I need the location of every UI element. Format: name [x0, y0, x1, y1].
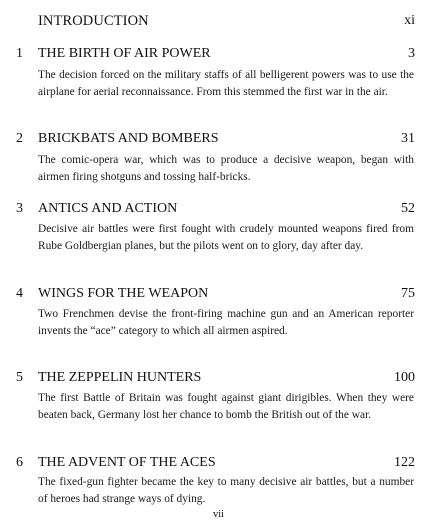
chapter-description: Decisive air battles were first fought with crudely mounted weapons fired from Rube Goldbergian planes, but the pilots went on to glory, day after day. — [38, 223, 414, 252]
footer-page-number: vii — [212, 509, 225, 520]
chapter-page-number: 122 — [394, 455, 415, 470]
chapter-number: 6 — [16, 455, 23, 470]
introduction-page-number: xi — [404, 13, 415, 28]
chapter-number: 2 — [16, 131, 23, 146]
chapter-page-number: 31 — [401, 131, 415, 146]
chapter-description: The comic-opera war, which was to produce a decisive weapon, began with airmen firing shotguns and tossing half-bricks. — [38, 154, 414, 183]
chapter-title: THE ADVENT OF THE ACES — [38, 455, 216, 470]
chapter-description: The first Battle of Britain was fought against giant dirigibles. When they were beaten back, Germany lost her chance to bomb the British out of the war. — [38, 392, 414, 421]
chapter-page-number: 3 — [408, 46, 415, 61]
chapter-number: 3 — [16, 201, 23, 216]
chapter-description: The fixed-gun fighter became the key to many decisive air battles, but a number of heroes had strange ways of dying. — [38, 476, 414, 505]
introduction-title: INTRODUCTION — [38, 13, 149, 29]
chapter-number: 5 — [16, 370, 23, 385]
chapter-number: 4 — [16, 286, 23, 301]
chapter-page-number: 100 — [394, 370, 415, 385]
chapter-title: ANTICS AND ACTION — [38, 201, 178, 216]
chapter-title: THE ZEPPELIN HUNTERS — [38, 370, 202, 385]
chapter-title: WINGS FOR THE WEAPON — [38, 286, 209, 301]
chapter-number: 1 — [16, 46, 23, 61]
chapter-page-number: 52 — [401, 201, 415, 216]
chapter-description: Two Frenchmen devise the front-firing machine gun and an American reporter invents the “ace” category to which all airmen aspired. — [38, 308, 414, 337]
chapter-title: THE BIRTH OF AIR POWER — [38, 46, 211, 61]
chapter-page-number: 75 — [401, 286, 415, 301]
chapter-description: The decision forced on the military staffs of all belligerent powers was to use the airplane for aerial reconnaissance. From this stemmed the first war in the air. — [38, 69, 414, 98]
chapter-title: BRICKBATS AND BOMBERS — [38, 131, 219, 146]
